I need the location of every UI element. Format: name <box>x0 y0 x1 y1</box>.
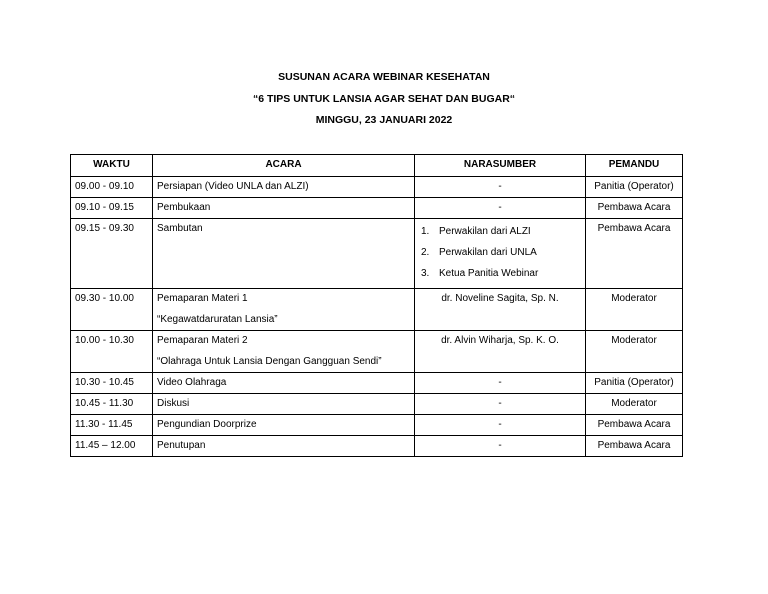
cell-acara <box>153 331 415 373</box>
cell-acara: Video Olahraga <box>153 373 415 394</box>
table-row <box>71 394 683 415</box>
document-date: MINGGU, 23 JANUARI 2022 <box>315 114 453 126</box>
cell-waktu: 11.30 - 11.45 <box>71 415 153 436</box>
cell-pemandu: Pembawa Acara <box>586 436 683 457</box>
cell-pemandu: Pembawa Acara <box>586 415 683 436</box>
cell-waktu: 09.30 - 10.00 <box>71 289 153 331</box>
list-number: 2. <box>421 247 430 258</box>
cell-narasumber <box>415 219 586 289</box>
cell-waktu: 09.15 - 09.30 <box>71 219 153 289</box>
cell-narasumber: - <box>415 394 586 415</box>
acara-topic: “Kegawatdaruratan Lansia” <box>157 314 278 325</box>
acara-title: Pemaparan Materi 2 <box>157 335 248 346</box>
column-header-pemandu: PEMANDU <box>586 155 683 177</box>
cell-pemandu: Panitia (Operator) <box>586 177 683 198</box>
cell-acara: Sambutan <box>153 219 415 289</box>
cell-narasumber: - <box>415 198 586 219</box>
cell-acara: Diskusi <box>153 394 415 415</box>
list-item <box>419 243 581 264</box>
list-number: 1. <box>421 226 430 237</box>
list-number: 3. <box>421 268 430 279</box>
cell-waktu: 10.30 - 10.45 <box>71 373 153 394</box>
cell-acara: Pengundian Doorprize <box>153 415 415 436</box>
cell-narasumber: - <box>415 177 586 198</box>
cell-acara: Persiapan (Video UNLA dan ALZI) <box>153 177 415 198</box>
column-header-waktu: WAKTU <box>71 155 153 177</box>
speaker-name: Ketua Panitia Webinar <box>439 268 539 279</box>
speaker-name: Perwakilan dari ALZI <box>439 226 531 237</box>
cell-acara: Penutupan <box>153 436 415 457</box>
table-header-row <box>71 155 683 177</box>
cell-waktu: 10.00 - 10.30 <box>71 331 153 373</box>
column-header-narasumber: NARASUMBER <box>415 155 586 177</box>
cell-waktu: 09.00 - 09.10 <box>71 177 153 198</box>
cell-pemandu: Moderator <box>586 289 683 331</box>
acara-title: Pemaparan Materi 1 <box>157 293 248 304</box>
speaker-name: Perwakilan dari UNLA <box>439 247 537 258</box>
cell-narasumber: dr. Noveline Sagita, Sp. N. <box>415 289 586 331</box>
document-title: SUSUNAN ACARA WEBINAR KESEHATAN <box>278 71 490 83</box>
cell-pemandu: Moderator <box>586 331 683 373</box>
list-item <box>419 222 581 243</box>
table-row <box>71 219 683 289</box>
acara-topic: “Olahraga Untuk Lansia Dengan Gangguan Sendi” <box>157 356 382 367</box>
list-item <box>419 264 581 285</box>
schedule-table <box>70 154 683 457</box>
cell-pemandu: Moderator <box>586 394 683 415</box>
table-row <box>71 373 683 394</box>
cell-narasumber: - <box>415 415 586 436</box>
speaker-list <box>419 222 581 285</box>
cell-waktu: 11.45 – 12.00 <box>71 436 153 457</box>
table-row <box>71 415 683 436</box>
cell-narasumber: - <box>415 436 586 457</box>
table-row <box>71 289 683 331</box>
cell-waktu: 10.45 - 11.30 <box>71 394 153 415</box>
cell-pemandu: Pembawa Acara <box>586 198 683 219</box>
cell-narasumber: dr. Alvin Wiharja, Sp. K. O. <box>415 331 586 373</box>
table-row <box>71 331 683 373</box>
cell-pemandu: Panitia (Operator) <box>586 373 683 394</box>
table-row <box>71 177 683 198</box>
column-header-acara: ACARA <box>153 155 415 177</box>
cell-acara <box>153 289 415 331</box>
cell-pemandu: Pembawa Acara <box>586 219 683 289</box>
cell-acara: Pembukaan <box>153 198 415 219</box>
cell-waktu: 09.10 - 09.15 <box>71 198 153 219</box>
cell-narasumber: - <box>415 373 586 394</box>
table-row <box>71 198 683 219</box>
document-subtitle: “6 TIPS UNTUK LANSIA AGAR SEHAT DAN BUGAR“ <box>252 93 516 105</box>
table-row <box>71 436 683 457</box>
